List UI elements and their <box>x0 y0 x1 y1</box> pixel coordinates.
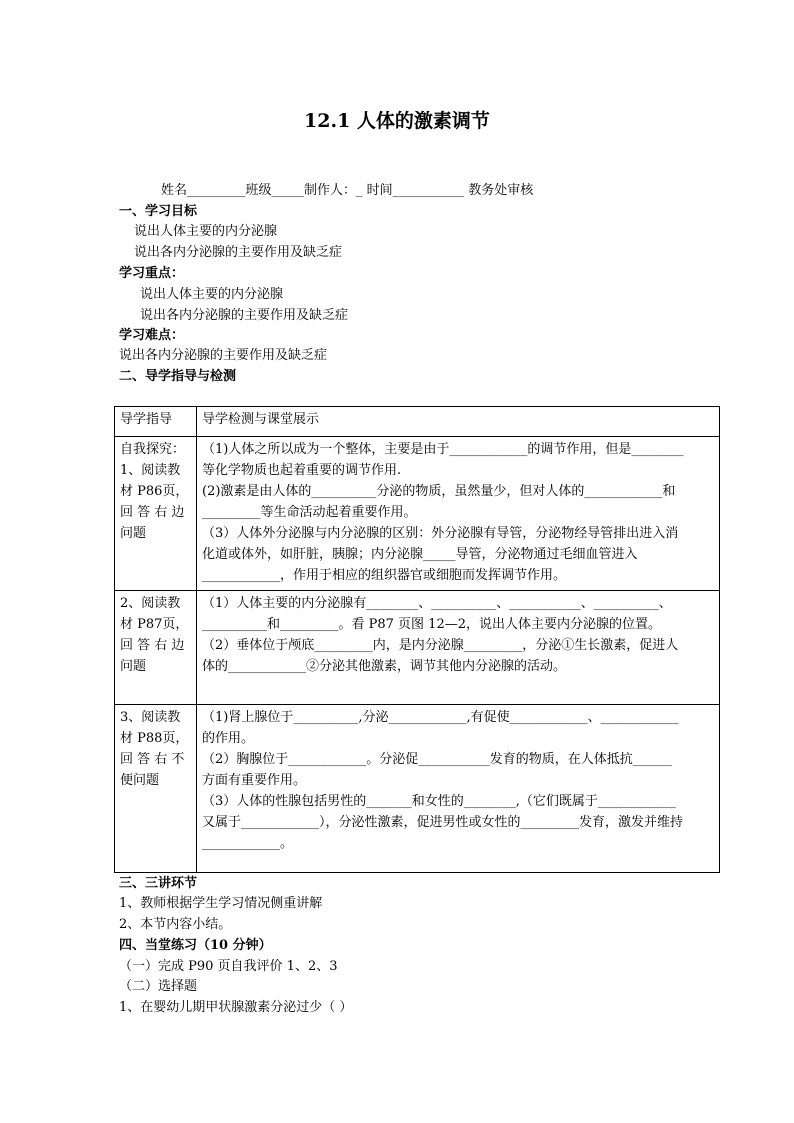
section1-heading: 一、学习目标 <box>119 204 198 219</box>
cell-line: 回 答 右 边 <box>120 638 185 653</box>
cell-line: 等化学物质也起着重要的调节作用. <box>202 463 402 478</box>
cell-line: 体的____________②分泌其他激素，调节其他内分泌腺的活动。 <box>202 659 567 674</box>
table-header-cell: 导学检测与课堂展示 <box>197 407 720 437</box>
cell-line: 1、阅读教 <box>120 463 181 478</box>
cell-line: 3、阅读教 <box>120 710 181 725</box>
cell-line: 2、阅读教 <box>120 596 181 611</box>
cell-line: 方面有重要作用。 <box>202 773 307 788</box>
table-right-cell <box>197 705 720 873</box>
difficult-point-item: 说出各内分泌腺的主要作用及缺乏症 <box>119 348 328 363</box>
cell-line: （2）垂体位于颅底_________内，是内分泌腺_________，分泌①生长激素，促进人 <box>202 638 679 653</box>
cell-line: （3）人体外分泌腺与内分泌腺的区别：外分泌腺有导管，分泌物经导管排出进入消 <box>202 526 679 541</box>
cell-line: ____________，作用于相应的组织器官或细胞而发挥调节作用。 <box>202 568 567 583</box>
section4-heading: 四、当堂练习（10 分钟） <box>119 938 272 953</box>
cell-line: （1）人体主要的内分泌腺有________、__________、___________、__________、 <box>202 596 672 611</box>
cell-line: 回 答 右 不 <box>120 752 185 767</box>
table-left-cell <box>115 591 197 705</box>
objective-item: 说出人体主要的内分泌腺 <box>134 224 278 239</box>
table-row <box>115 437 720 591</box>
table-right-cell <box>197 591 720 705</box>
section4-item: 1、在婴幼儿期甲状腺激素分泌过少（ ） <box>119 1000 353 1015</box>
cell-line: 材 P88页， <box>120 731 189 746</box>
cell-line: __________和_________。看 P87 页图 12—2，说出人体主要内分泌腺的位置。 <box>202 617 661 632</box>
key-point-item: 说出各内分泌腺的主要作用及缺乏症 <box>140 308 349 323</box>
cell-line: 的作用。 <box>202 731 255 746</box>
cell-line: （3）人体的性腺包括男性的_______和女性的________,（它们既属于____________ <box>202 794 676 809</box>
cell-line: _________等生命活动起着重要作用。 <box>202 505 417 520</box>
section2-heading: 二、导学指导与检测 <box>119 369 237 384</box>
section3-item: 1、教师根据学生学习情况侧重讲解 <box>119 896 323 911</box>
cell-line: 材 P86页， <box>120 484 189 499</box>
section3-heading: 三、三讲环节 <box>119 876 198 891</box>
section4-item: （二）选择题 <box>119 979 198 994</box>
info-line: 姓名_________班级_____制作人：_ 时间___________ 教务处审核 <box>161 183 534 198</box>
table-left-cell <box>115 705 197 873</box>
cell-line: 问题 <box>120 659 147 674</box>
objective-item: 说出各内分泌腺的主要作用及缺乏症 <box>134 245 343 260</box>
table-left-cell <box>115 437 197 591</box>
cell-line: 又属于____________），分泌性激素，促进男性或女性的_________发育，激发并维持 <box>202 815 684 830</box>
section4-item: （一）完成 P90 页自我评价 1、2、3 <box>119 959 338 974</box>
key-points-heading: 学习重点： <box>119 266 185 281</box>
cell-line: 化道或体外，如肝脏，胰腺；内分泌腺_____导管，分泌物通过毛细血管进入 <box>202 547 638 562</box>
document-title: 12.1 人体的激素调节 <box>304 110 490 132</box>
cell-line: 材 P87页， <box>120 617 189 632</box>
table-header-cell: 导学指导 <box>115 407 197 437</box>
cell-line: 问题 <box>120 526 147 541</box>
cell-line: 便问题 <box>120 773 160 788</box>
table-header-row <box>115 407 720 437</box>
difficult-points-heading: 学习难点： <box>119 328 185 343</box>
cell-line: 自我探究： <box>120 442 186 457</box>
table-row <box>115 705 720 873</box>
key-point-item: 说出人体主要的内分泌腺 <box>140 287 284 302</box>
table-right-cell <box>197 437 720 591</box>
table-row <box>115 591 720 705</box>
cell-line: (2)激素是由人体的__________分泌的物质，虽然量少，但对人体的____________和 <box>202 484 676 499</box>
cell-line: 回 答 右 边 <box>120 505 185 520</box>
cell-line: （1)肾上腺位于__________,分泌____________,有促使____________、____________ <box>202 710 679 725</box>
cell-line: （1)人体之所以成为一个整体，主要是由于____________的调节作用，但是________ <box>202 442 684 457</box>
cell-line: ____________。 <box>202 836 294 851</box>
section3-item: 2、本节内容小结。 <box>119 917 232 932</box>
cell-line: （2）胸腺位于____________。分泌促___________发育的物质，在人体抵抗______ <box>202 752 672 767</box>
guide-table <box>114 406 720 873</box>
